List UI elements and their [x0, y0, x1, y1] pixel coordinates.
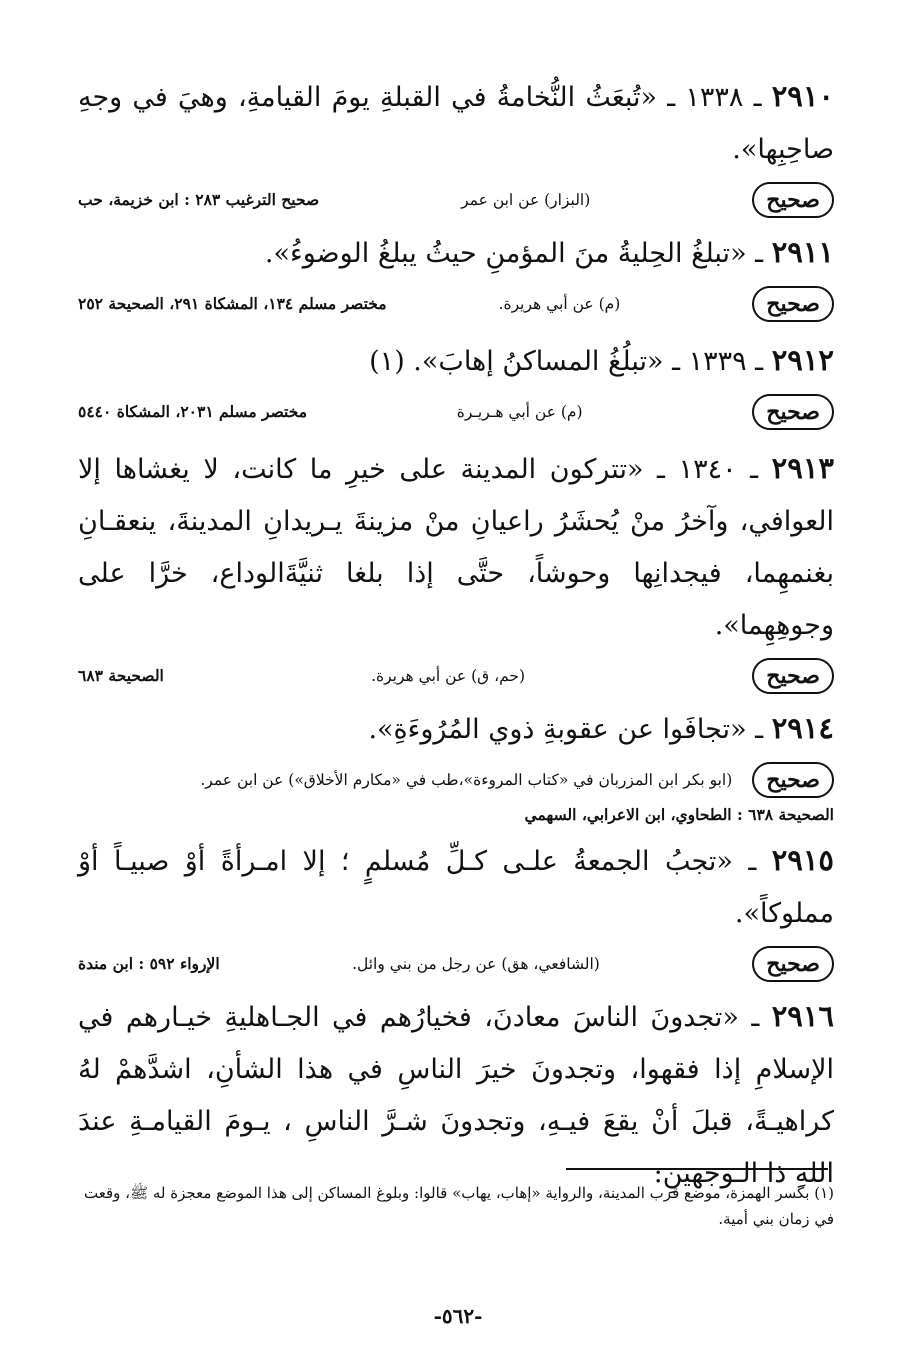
narration: (ابو بكر ابن المزربان في «كتاب المروءة»،طب في «مكارم الأخلاق») عن ابن عمر. — [200, 771, 733, 789]
source-line — [78, 182, 834, 218]
narration: (م) عن أبي هـريـرة — [456, 403, 583, 421]
hadith-text — [78, 334, 834, 388]
source-line — [78, 394, 834, 430]
hadith-text — [78, 834, 834, 940]
hadith-entry — [78, 702, 834, 828]
grade-badge: صحيح — [752, 182, 834, 218]
hadith-entry — [78, 442, 834, 694]
hadith-number: ٢٩١١ — [771, 235, 834, 269]
hadith-number: ٢٩١٠ — [771, 79, 834, 113]
hadith-text — [78, 702, 834, 756]
grade-badge: صحيح — [752, 762, 834, 798]
hadith-body: ـ «تجبُ الجمعةُ علـى كـلِّ مُسلمٍ ؛ إلا امـرأةً أوْ صبيـاً أوْ مملوكاً». — [78, 846, 834, 929]
source-line — [78, 286, 834, 322]
hadith-entry — [78, 70, 834, 218]
hadith-number: ٢٩١٢ — [771, 343, 834, 377]
hadith-text — [78, 442, 834, 652]
hadith-text — [78, 226, 834, 280]
hadith-number: ٢٩١٦ — [771, 999, 834, 1033]
hadith-entry — [78, 334, 834, 430]
hadith-text — [78, 70, 834, 176]
reference: مختصر مسلم ٢٠٣١، المشكاة ٥٤٤٠ — [78, 402, 308, 421]
hadith-body: ـ «تجافَوا عن عقوبةِ ذوي المُرُوءَةِ». — [368, 714, 764, 745]
reference: مختصر مسلم ١٣٤، المشكاة ٢٩١، الصحيحة ٢٥٢ — [78, 294, 387, 313]
hadith-body: ـ ١٣٣٨ ـ «تُبعَثُ النُّخامةُ في القبلةِ يومَ القيامةِ، وهيَ في وجهِ صاحِبِها». — [78, 82, 834, 165]
hadith-entry — [78, 834, 834, 982]
hadith-number: ٢٩١٣ — [771, 451, 834, 485]
hadith-body: ـ «تبلغُ الحِليةُ منَ المؤمنِ حيثُ يبلغُ الوضوءُ». — [264, 238, 764, 269]
hadith-number: ٢٩١٤ — [771, 711, 834, 745]
reference: الصحيحة ٦٨٣ — [78, 666, 164, 685]
grade-badge: صحيح — [752, 658, 834, 694]
hadith-body: ـ ١٣٤٠ ـ «تتركون المدينة على خيرِ ما كانت، لا يغشاها إلا العوافي، وآخرُ منْ يُحشَرُ راعيانِ منْ مزينةَ يـريدانِ المدينةَ، ينعقـانِ بغنمهِما، فيجدانِها وحوشاً، حتَّى إذا بلغا ثنيَّةَالوداع، خرَّا على وجوهِهِما». — [78, 454, 834, 641]
source-line — [78, 946, 834, 982]
hadith-entry — [78, 226, 834, 322]
hadith-body: ـ «تجدونَ الناسَ معادنَ، فخيارُهم في الجـاهليةِ خيـارهم في الإسلامِ إذا فقهوا، وتجدونَ خيرَ الناسِ في هذا الشأنِ، اشدَّهمْ لهُ كراهيـةً، قبلَ أنْ يقعَ فيـهِ، وتجدونَ شـرَّ الناسِ ، يـومَ القيامـةِ عندَ اللهِ ذا الـوجهينِ: — [78, 1002, 834, 1189]
grade-badge: صحيح — [752, 394, 834, 430]
footnote: (١) بكسر الهمزة، موضع قرب المدينة، والرواية «إهاب، يهاب» قالوا: وبلوغ المساكن إلى هذا الموضع معجزة له ﷺ، وقعت في زمان بني أمية. — [84, 1184, 834, 1228]
grade-badge: صحيح — [752, 286, 834, 322]
narration: (البزار) عن ابن عمر — [461, 191, 591, 209]
narration: (الشافعي، هق) عن رجل من بني وائل. — [352, 955, 600, 973]
footnote-divider — [566, 1168, 828, 1170]
source-line — [78, 658, 834, 694]
reference: صحيح الترغيب ٢٨٣ : ابن خزيمة، حب — [78, 190, 320, 209]
narration: (م) عن أبي هريرة. — [498, 295, 621, 313]
reference: الصحيحة ٦٣٨ : الطحاوي، ابن الاعرابي، السهمي — [524, 805, 834, 824]
reference: الإرواء ٥٩٢ : ابن مندة — [78, 954, 220, 973]
grade-badge: صحيح — [752, 946, 834, 982]
source-line — [78, 762, 834, 798]
hadith-number: ٢٩١٥ — [771, 843, 834, 877]
narration: (حم، ق) عن أبي هريرة. — [371, 667, 526, 685]
hadith-body: ـ ١٣٣٩ ـ «تبلُغُ المساكنُ إهابَ». (١) — [369, 346, 764, 377]
page-number: -٥٦٢- — [433, 1304, 483, 1328]
